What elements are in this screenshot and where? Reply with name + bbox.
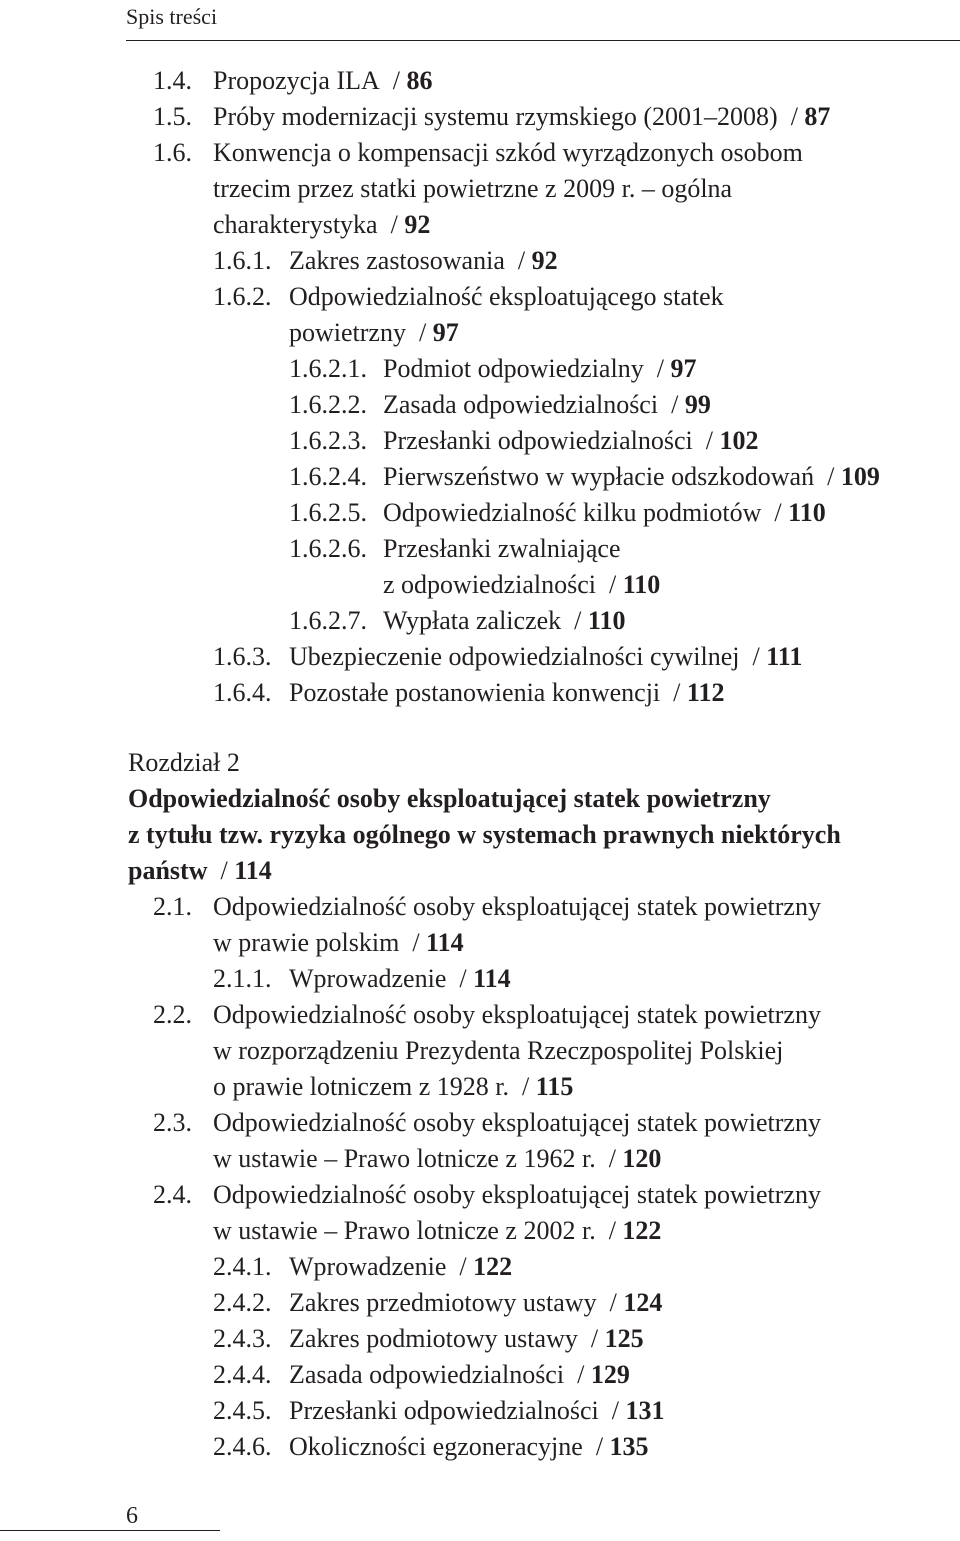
toc-entry-title	[213, 102, 830, 132]
toc-entry-title	[213, 1216, 661, 1246]
toc-entry-number: 2.1.	[153, 892, 192, 921]
toc-entry	[213, 1036, 960, 1066]
chapter-label-text	[128, 748, 240, 778]
toc-entry-title	[289, 1324, 644, 1354]
toc-entry-page: 86	[406, 66, 433, 95]
toc-entry-title	[383, 570, 660, 600]
page-separator: /	[390, 210, 398, 239]
toc-entry	[213, 1072, 960, 1102]
toc-entry	[289, 498, 960, 528]
toc-entry-number: 1.4.	[153, 66, 192, 95]
toc-entry	[213, 928, 960, 958]
toc-entry-page: 125	[604, 1324, 644, 1353]
toc-entry-title	[383, 534, 621, 564]
toc-entry-title	[213, 174, 732, 204]
toc-entry-page: 102	[719, 426, 759, 455]
toc-entry-title	[213, 210, 430, 240]
toc-entry	[213, 1216, 960, 1246]
toc-entry-number: 2.4.5.	[213, 1396, 272, 1425]
toc-entry-text: Przesłanki odpowiedzialności	[289, 1396, 599, 1425]
page-separator: /	[827, 462, 835, 491]
toc-entry-title	[383, 354, 696, 384]
toc-entry-text: Zasada odpowiedzialności	[289, 1360, 565, 1389]
toc-entry-page: 97	[670, 354, 697, 383]
toc-entry-title	[213, 66, 433, 96]
toc-entry-text: Zakres podmiotowy ustawy	[289, 1324, 578, 1353]
toc-entry	[153, 102, 960, 132]
toc-entry	[213, 964, 960, 994]
page-separator: /	[220, 856, 228, 885]
page-separator: /	[673, 678, 681, 707]
toc-entry	[289, 318, 960, 348]
page-separator: /	[705, 426, 713, 455]
toc-entry-text: Odpowiedzialność osoby eksploatującej statek powietrzny	[213, 892, 821, 921]
toc-entry-title	[289, 678, 724, 708]
toc-entry-page: 111	[766, 642, 803, 671]
chapter-title	[128, 856, 960, 886]
toc-entry	[289, 390, 960, 420]
toc-entry-page: 135	[609, 1432, 649, 1461]
toc-entry	[213, 1432, 960, 1462]
toc-entry-title	[213, 1144, 661, 1174]
toc-entry-title	[213, 928, 464, 958]
toc-entry-number: 1.6.2.7.	[289, 606, 367, 635]
toc-entry-text: Zakres zastosowania	[289, 246, 505, 275]
toc-entry-number: 2.4.1.	[213, 1252, 272, 1281]
toc-entry-title	[213, 1072, 573, 1102]
toc-entry-page: 87	[804, 102, 831, 131]
toc-entry	[153, 1180, 960, 1210]
toc-entry	[289, 534, 960, 564]
page-separator: /	[517, 246, 526, 275]
toc-entry-number: 1.6.1.	[213, 246, 272, 275]
toc-entry-text: w ustawie – Prawo lotnicze z 1962 r.	[213, 1144, 596, 1173]
toc-entry-number: 1.6.2.5.	[289, 498, 367, 527]
toc-entry-number: 2.3.	[153, 1108, 192, 1137]
toc-entry-text: Konwencja o kompensacji szkód wyrządzonych osobom	[213, 138, 803, 167]
toc-entry	[289, 606, 960, 636]
toc-entry-title	[289, 642, 802, 672]
page-separator: /	[574, 606, 582, 635]
toc-entry	[383, 570, 960, 600]
toc-entry	[213, 1396, 960, 1426]
toc-entry-text: Wypłata zaliczek	[383, 606, 562, 635]
toc-entry-text: w prawie polskim	[213, 928, 400, 957]
toc-entry-page: 129	[590, 1360, 630, 1389]
toc-entry-title	[383, 426, 759, 456]
toc-entry-number: 2.1.1.	[213, 964, 272, 993]
toc-entry-text: Odpowiedzialność osoby eksploatującej statek powietrzny	[213, 1180, 821, 1209]
toc-entry-title	[289, 246, 558, 276]
toc-entry	[153, 138, 960, 168]
toc-entry-number: 2.4.3.	[213, 1324, 272, 1353]
toc-entry-page: 110	[622, 570, 661, 599]
page-separator: /	[590, 1324, 599, 1353]
toc-entry-text: z tytułu tzw. ryzyka ogólnego w systemach prawnych niektórych	[128, 820, 841, 849]
toc-entry	[153, 66, 960, 96]
toc-entry-text: w ustawie – Prawo lotnicze z 2002 r.	[213, 1216, 596, 1245]
page-separator: /	[459, 1252, 467, 1281]
toc-entry-number: 1.6.2.3.	[289, 426, 367, 455]
toc-entry-title	[289, 1288, 662, 1318]
page-separator: /	[412, 928, 420, 957]
toc-entry-title	[383, 498, 826, 528]
toc-entry-page: 114	[426, 928, 464, 957]
toc-entry-text: państw	[128, 856, 208, 885]
toc-entry	[213, 246, 960, 276]
toc-entry-page: 120	[622, 1144, 662, 1173]
toc-entry-text: Propozycja ILA	[213, 66, 380, 95]
toc-entry-page: 124	[623, 1288, 663, 1317]
toc-entry-text: Próby modernizacji systemu rzymskiego (2001–2008)	[213, 102, 778, 131]
toc-entry-text: Wprowadzenie	[289, 1252, 447, 1281]
toc-entry-title	[289, 282, 724, 312]
page-separator: /	[609, 1288, 617, 1317]
toc-entry-title	[213, 1000, 821, 1030]
page-separator: /	[752, 642, 760, 671]
page-separator: /	[656, 354, 664, 383]
page-separator: /	[595, 1432, 604, 1461]
chapter-title-text	[128, 820, 841, 850]
toc-entry-title	[289, 1252, 512, 1282]
toc-entry-page: 97	[432, 318, 459, 347]
toc-entry-title	[289, 964, 511, 994]
toc-entry-page: 109	[840, 462, 880, 491]
toc-entry	[153, 892, 960, 922]
toc-entry-number: 1.5.	[153, 102, 192, 131]
page-separator: /	[609, 570, 617, 599]
toc-entry-text: Przesłanki zwalniające	[383, 534, 621, 563]
toc-entry	[213, 1144, 960, 1174]
toc-entry-title	[213, 138, 803, 168]
toc-entry-number: 1.6.2.4.	[289, 462, 367, 491]
toc-entry-title	[289, 1396, 665, 1426]
toc-entry-title	[383, 462, 880, 492]
page-separator: /	[522, 1072, 530, 1101]
toc-entry-text: w rozporządzeniu Prezydenta Rzeczpospolitej Polskiej	[213, 1036, 784, 1065]
toc-entry	[289, 354, 960, 384]
toc-entry-text: Podmiot odpowiedzialny	[383, 354, 644, 383]
toc-entry	[213, 174, 960, 204]
toc-entry-page: 122	[473, 1252, 513, 1281]
toc-entry-page: 115	[535, 1072, 574, 1101]
toc-entry	[213, 1288, 960, 1318]
toc-entry-page: 92	[404, 210, 431, 239]
page-separator: /	[608, 1216, 616, 1245]
page-separator: /	[392, 66, 401, 95]
toc-entry-number: 2.4.2.	[213, 1288, 272, 1317]
toc-entry	[213, 282, 960, 312]
toc-entry-number: 2.4.	[153, 1180, 192, 1209]
toc-entry-title	[213, 892, 821, 922]
toc-entry-number: 1.6.2.2.	[289, 390, 367, 419]
toc-entry-title	[213, 1180, 821, 1210]
toc-entry-title	[289, 1432, 649, 1462]
toc-entry-text: Odpowiedzialność osoby eksploatującej statek powietrzny	[128, 784, 771, 813]
chapter-title	[128, 820, 960, 850]
toc-entry-page: 92	[531, 246, 558, 275]
toc-entry-number: 2.4.4.	[213, 1360, 272, 1389]
running-title: Spis treści	[126, 4, 218, 29]
page-separator: /	[774, 498, 782, 527]
toc-entry-number: 1.6.3.	[213, 642, 272, 671]
toc-entry-number: 1.6.	[153, 138, 192, 167]
toc-entry-page: 112	[686, 678, 725, 707]
toc-entry-text: Pozostałe postanowienia konwencji	[289, 678, 661, 707]
toc-entry-title	[383, 606, 625, 636]
toc-entry-page: 99	[684, 390, 711, 419]
toc-entry-title	[213, 1108, 821, 1138]
toc-entry-text: Ubezpieczenie odpowiedzialności cywilnej	[289, 642, 740, 671]
toc-entry-text: Odpowiedzialność eksploatującego statek	[289, 282, 724, 311]
toc-entry-title	[383, 390, 711, 420]
toc-entry	[213, 678, 960, 708]
toc-entry	[289, 462, 960, 492]
toc-entry-number: 2.4.6.	[213, 1432, 272, 1461]
toc-entry-page: 110	[788, 498, 826, 527]
toc-entry-text: Odpowiedzialność osoby eksploatującej statek powietrzny	[213, 1108, 821, 1137]
page-separator: /	[611, 1396, 619, 1425]
toc-entry-text: z odpowiedzialności	[383, 570, 596, 599]
toc-entry	[153, 1000, 960, 1030]
toc-entry	[213, 1360, 960, 1390]
toc-entry-page: 110	[587, 606, 626, 635]
page-separator: /	[577, 1360, 585, 1389]
toc-entry-text: Odpowiedzialność kilku podmiotów	[383, 498, 762, 527]
toc-entry-number: 1.6.4.	[213, 678, 272, 707]
toc-entry-text: Zakres przedmiotowy ustawy	[289, 1288, 597, 1317]
toc-entry-text: Pierwszeństwo w wypłacie odszkodowań	[383, 462, 815, 491]
toc-entry-page: 122	[622, 1216, 662, 1245]
toc-entry-text: Zasada odpowiedzialności	[383, 390, 659, 419]
page-number: 6	[126, 1503, 138, 1529]
toc-entry-text: o prawie lotniczem z 1928 r.	[213, 1072, 510, 1101]
chapter-title-text	[128, 856, 272, 886]
chapter-title-text	[128, 784, 771, 814]
toc-entry-title	[289, 318, 459, 348]
toc-entry	[213, 1324, 960, 1354]
toc-entry-number: 2.2.	[153, 1000, 192, 1029]
toc-entry-title	[289, 1360, 630, 1390]
chapter-label	[128, 748, 960, 778]
toc-entry	[153, 1108, 960, 1138]
toc-entry-title	[213, 1036, 783, 1066]
toc-entry-text: Odpowiedzialność osoby eksploatującej statek powietrzny	[213, 1000, 821, 1029]
toc-entry-number: 1.6.2.1.	[289, 354, 367, 383]
toc-entry-page: 114	[473, 964, 511, 993]
toc-entry-text: Przesłanki odpowiedzialności	[383, 426, 693, 455]
page-separator: /	[608, 1144, 616, 1173]
toc-entry	[289, 426, 960, 456]
toc-entry-text: powietrzny	[289, 318, 406, 347]
page-separator: /	[418, 318, 427, 347]
toc-entry-number: 1.6.2.6.	[289, 534, 367, 563]
toc-entry-page: 131	[625, 1396, 665, 1425]
toc-entry-text: Rozdział 2	[128, 748, 240, 777]
page-separator: /	[790, 102, 798, 131]
page-separator: /	[459, 964, 467, 993]
page-separator: /	[671, 390, 679, 419]
toc-entry-text: trzecim przez statki powietrzne z 2009 r. – ogólna	[213, 174, 733, 203]
toc-entry-page: 114	[234, 856, 272, 885]
toc-entry-text: Okoliczności egzoneracyjne	[289, 1432, 583, 1461]
toc-entry	[213, 1252, 960, 1282]
toc-entry	[213, 642, 960, 672]
toc-entry	[213, 210, 960, 240]
toc-entry-text: Wprowadzenie	[289, 964, 447, 993]
toc-entry-number: 1.6.2.	[213, 282, 272, 311]
toc-entry-text: charakterystyka	[213, 210, 378, 239]
footer-rule	[0, 1530, 220, 1531]
chapter-title	[128, 784, 960, 814]
